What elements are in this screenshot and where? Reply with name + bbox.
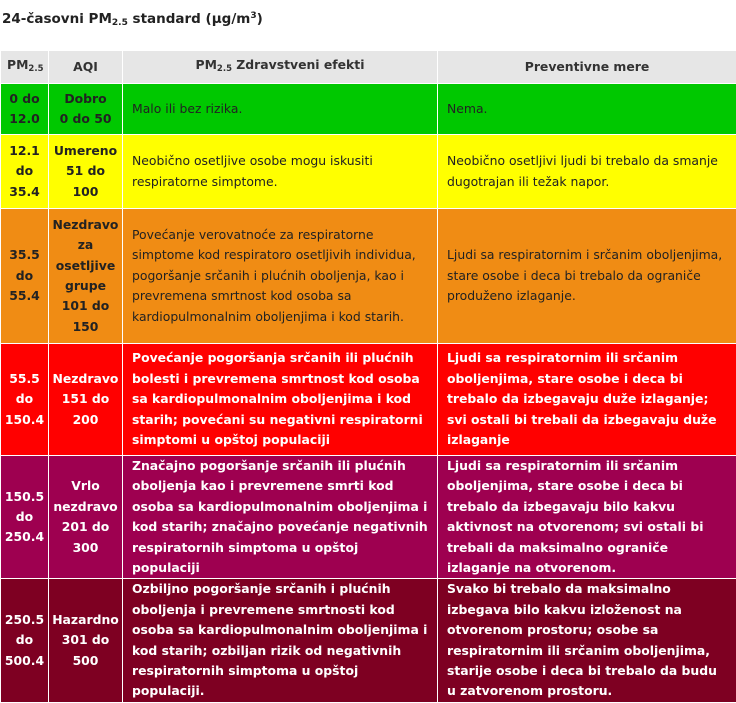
caption-superscript: 3 — [250, 11, 256, 21]
pm-line: 150.4 — [5, 412, 44, 427]
header-effects — [123, 51, 438, 84]
header-pm-subscript: 2.5 — [28, 64, 43, 74]
caption-subscript: 2.5 — [112, 18, 128, 28]
aqi-line: 300 — [73, 540, 99, 555]
aqi-cell — [49, 344, 123, 456]
aqi-line: Vrlo — [71, 478, 99, 493]
pm-range-cell — [1, 135, 49, 209]
effects-cell: Neobično osetljive osobe mogu iskusiti respiratorne simptome. — [123, 135, 438, 209]
aqi-line: 201 do — [62, 519, 110, 534]
effects-cell: Povećanje verovatnoće za respiratorne simptome kod respiratoro osetljivih individua, pogoršanje srčanih i plućnih oboljenja, kao i prevremena smrtnost kod osoba sa kardiopulmonalnim oboljenjima i kod starih. — [123, 209, 438, 344]
caption-prefix: 24-časovni PM — [2, 11, 112, 27]
effects-cell: Malo ili bez rizika. — [123, 84, 438, 135]
aqi-line: nezdravo — [53, 499, 117, 514]
header-measures: Preventivne mere — [438, 51, 736, 84]
aqi-cell — [49, 84, 123, 135]
aqi-cell — [49, 579, 123, 702]
pm-line: 150.5 — [5, 489, 44, 504]
aqi-line: 0 do 50 — [60, 111, 112, 126]
aqi-cell — [49, 135, 123, 209]
row-unhealthy-sensitive — [1, 209, 736, 344]
pm-line: 250.4 — [5, 529, 44, 544]
pm-line: 55.4 — [9, 288, 40, 303]
table-header-row — [1, 51, 736, 84]
measures-cell: Ljudi sa respiratornim ili srčanim oboljenjima, stare osobe i deca bi trebalo da izbegavaju bilo kakvu aktivnost na otvorenom; svi ostali bi trebali da maksimalno ograniče izlaganje na otvorenom. — [438, 456, 736, 579]
aqi-line: Dobro — [64, 91, 106, 106]
pm-line: 12.1 — [9, 143, 40, 158]
pm-range-cell — [1, 84, 49, 135]
aqi-line: 200 — [73, 412, 99, 427]
pm-line: 500.4 — [5, 653, 44, 668]
pm-range-cell — [1, 579, 49, 702]
aqi-cell — [49, 456, 123, 579]
pm-line: 250.5 — [5, 612, 44, 627]
pm-range-cell — [1, 456, 49, 579]
row-unhealthy — [1, 344, 736, 456]
pm-line: do — [16, 391, 33, 406]
aqi-line: Nezdravo — [53, 371, 119, 386]
row-moderate — [1, 135, 736, 209]
aqi-line: 100 — [73, 184, 99, 199]
measures-cell: Ljudi sa respiratornim ili srčanim oboljenjima, stare osobe i deca bi trebalo da izbegavaju duže izlaganje; svi ostali bi trebali da izbegavaju duže izlaganje — [438, 344, 736, 456]
pm-range-cell — [1, 209, 49, 344]
aqi-line: za — [78, 237, 94, 252]
aqi-line: grupe — [65, 278, 106, 293]
aqi-line: Umereno — [54, 143, 117, 158]
row-hazardous — [1, 579, 736, 702]
aqi-line: 500 — [73, 653, 99, 668]
caption-suffix: ) — [257, 11, 263, 27]
aqi-cell — [49, 209, 123, 344]
header-pm — [1, 51, 49, 84]
measures-cell: Nema. — [438, 84, 736, 135]
header-effects-suffix: Zdravstveni efekti — [232, 57, 365, 72]
row-very-unhealthy — [1, 456, 736, 579]
pm-line: do — [16, 268, 33, 283]
pm-line: 12.0 — [9, 111, 40, 126]
aqi-line: 101 do — [62, 298, 110, 313]
pm-line: 55.5 — [9, 371, 40, 386]
header-effects-subscript: 2.5 — [217, 64, 232, 74]
pm-line: do — [16, 509, 33, 524]
header-aqi: AQI — [49, 51, 123, 84]
effects-cell: Ozbiljno pogoršanje srčanih i plućnih oboljenja i prevremene smrtnosti kod osoba sa kardiopulmonalnim oboljenjima i kod starih; ozbiljan rizik od negativnih respiratornih simptoma u opštoj populaciji. — [123, 579, 438, 702]
aqi-line: 51 do — [66, 163, 105, 178]
row-good — [1, 84, 736, 135]
caption-middle: standard (μg/m — [128, 11, 250, 27]
measures-cell: Svako bi trebalo da maksimalno izbegava bilo kakvu izloženost na otvorenom prostoru; osobe sa respiratornim ili srčanim oboljenjima, starije osobe i deca bi trebalo da budu u zatvorenom prostoru. — [438, 579, 736, 702]
pm-line: 35.4 — [9, 184, 40, 199]
header-pm-label: PM — [7, 57, 28, 72]
aqi-line: 301 do — [62, 632, 110, 647]
aqi-line: Hazardno — [52, 612, 119, 627]
aqi-line: 150 — [73, 319, 99, 334]
pm-range-cell — [1, 344, 49, 456]
table-caption — [0, 0, 736, 50]
measures-cell: Ljudi sa respiratornim i srčanim oboljenjima, stare osobe i deca bi trebalo da ograniče produženo izlaganje. — [438, 209, 736, 344]
pm-line: do — [16, 163, 33, 178]
pm-line: 35.5 — [9, 247, 40, 262]
aqi-line: Nezdravo — [53, 217, 119, 232]
pm-line: do — [16, 632, 33, 647]
aqi-table — [0, 50, 736, 703]
header-effects-prefix: PM — [196, 57, 217, 72]
measures-cell: Neobično osetljivi ljudi bi trebalo da smanje dugotrajan ili težak napor. — [438, 135, 736, 209]
effects-cell: Povećanje pogoršanja srčanih ili plućnih bolesti i prevremena smrtnost kod osoba sa kardiopulmonalnim oboljenjima i kod starih; povećani su negativni respiratorni simptomi u opštoj populaciji — [123, 344, 438, 456]
effects-cell: Značajno pogoršanje srčanih ili plućnih oboljenja kao i prevremene smrti kod osoba sa kardiopulmonalnim oboljenjima i kod starih; značajno povećanje negativnih respiratornih simptoma u opštoj populaciji — [123, 456, 438, 579]
aqi-line: osetljive — [56, 258, 115, 273]
aqi-line: 151 do — [62, 391, 110, 406]
pm-line: 0 do — [9, 91, 39, 106]
